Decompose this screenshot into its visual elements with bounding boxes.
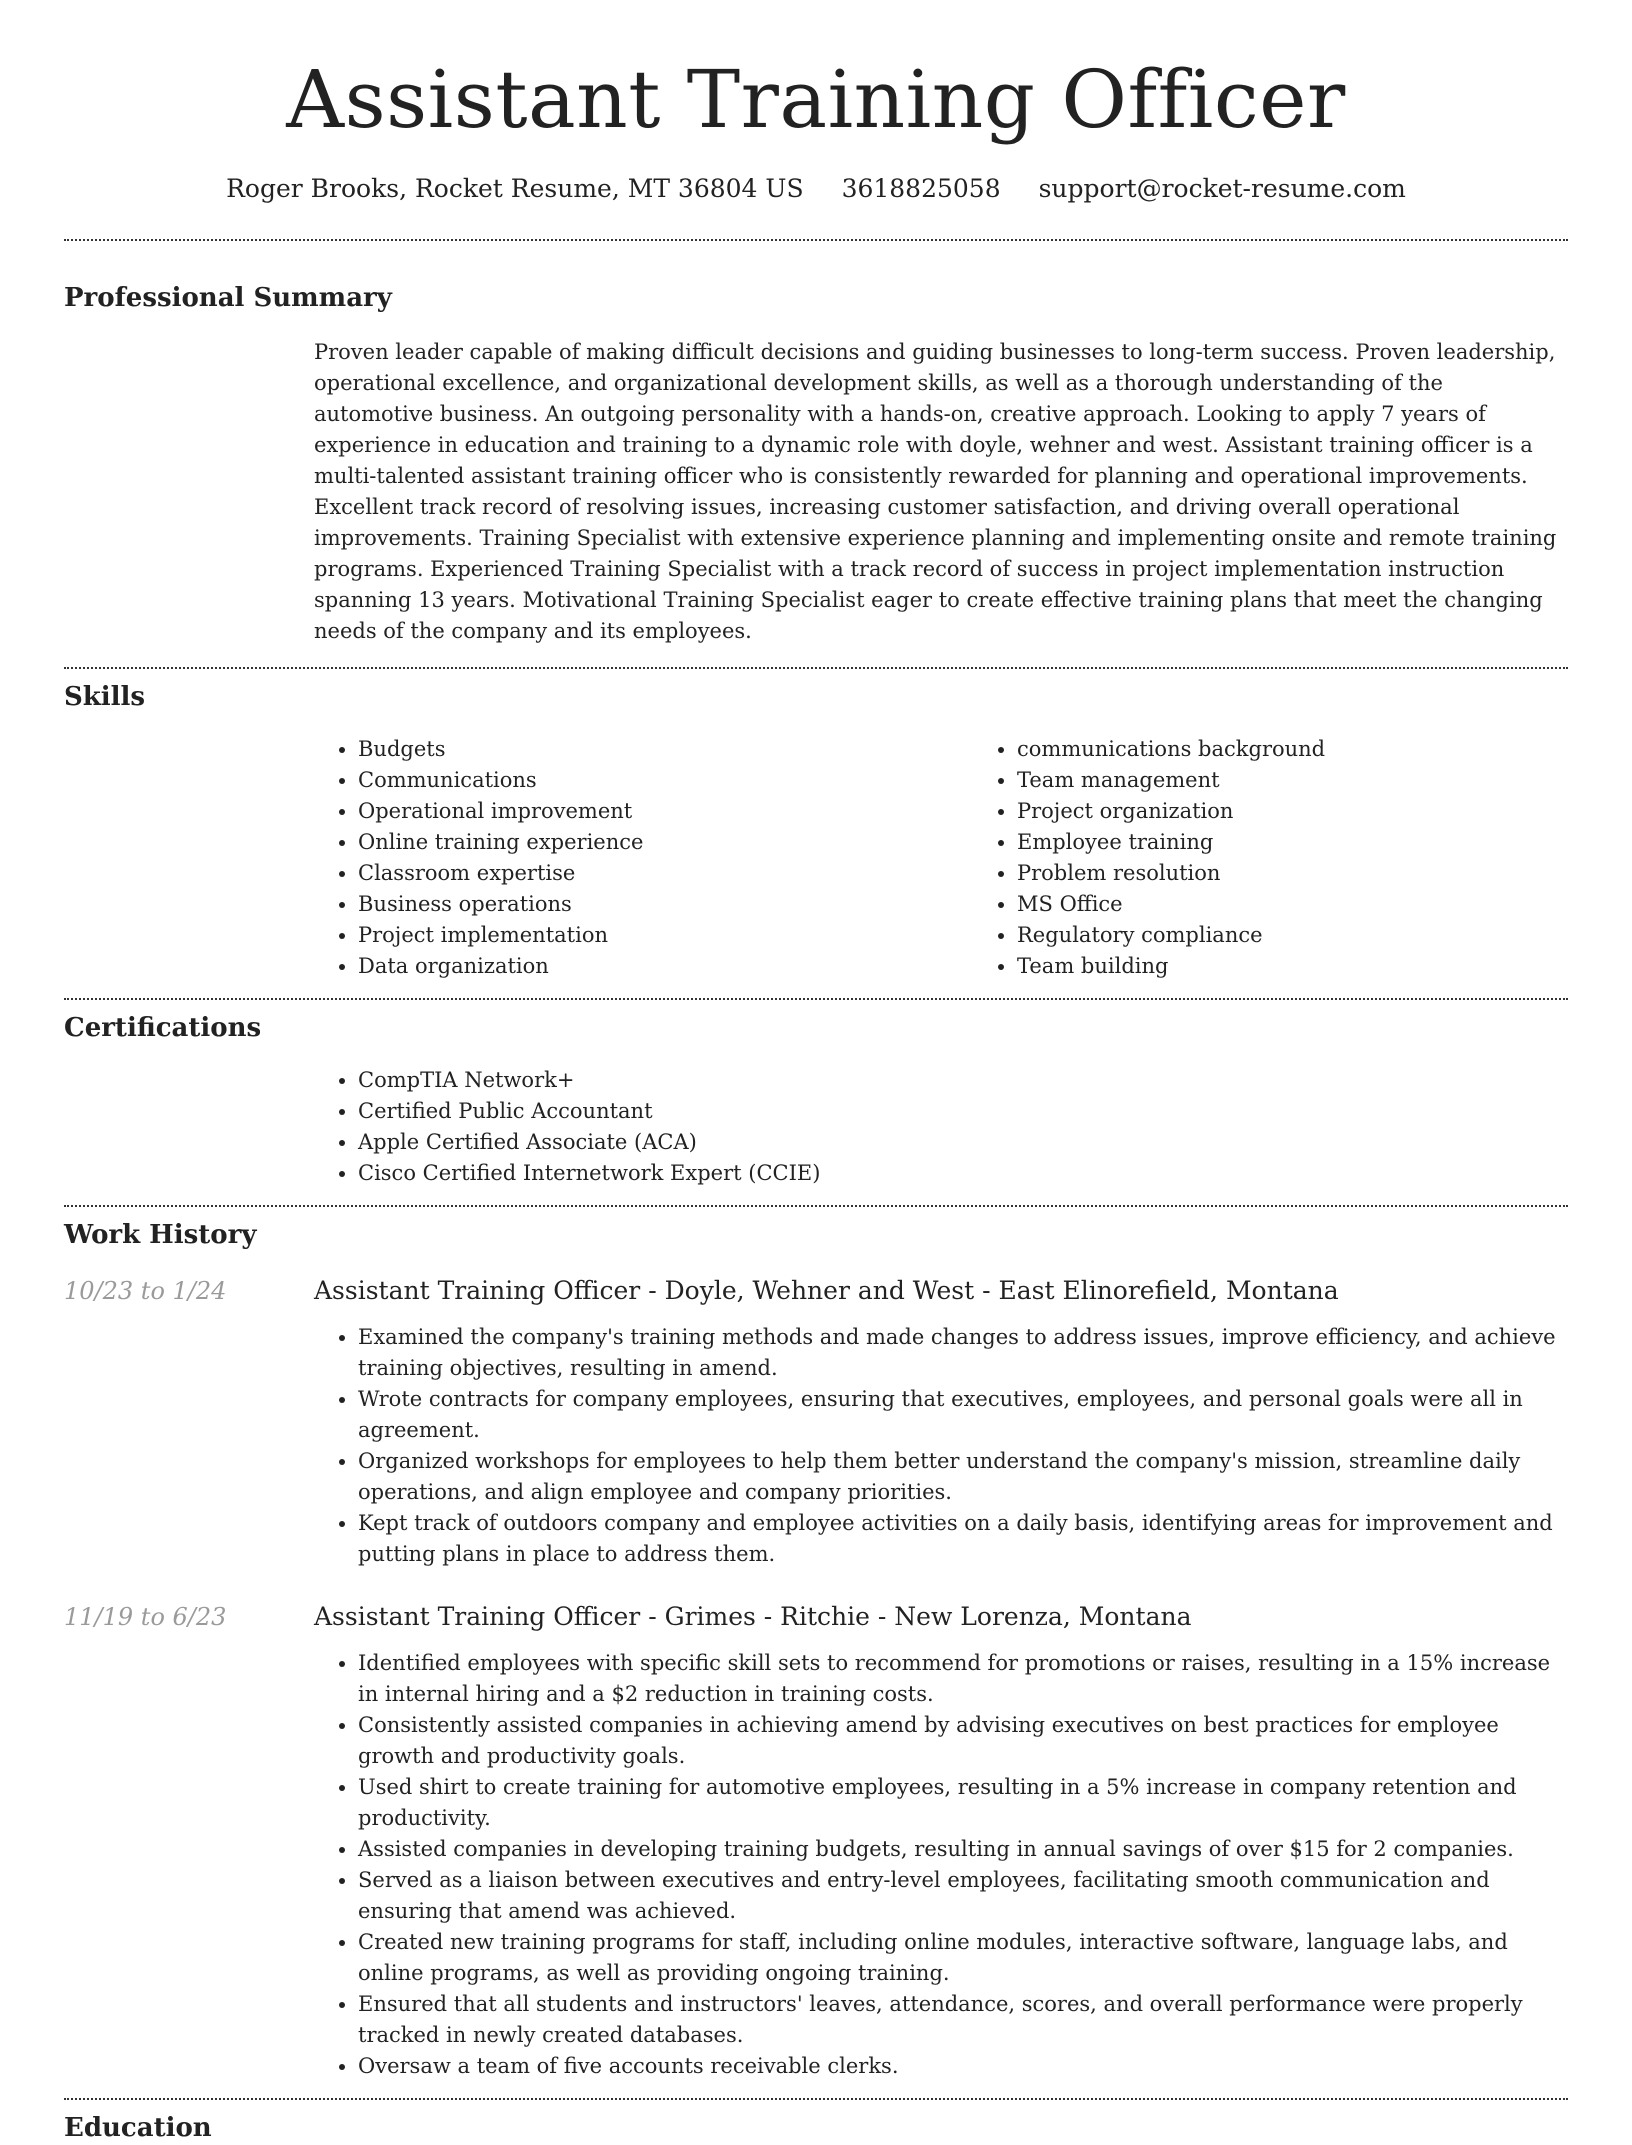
job-body — [314, 1274, 1568, 1570]
contact-address: Roger Brooks, Rocket Resume, MT 36804 US — [226, 174, 804, 203]
list-item: • Classroom expertise — [358, 858, 973, 889]
job-bullets — [314, 1322, 1568, 1570]
list-item: • Served as a liaison between executives and entry-level employees, facilitating smooth communication and ensuring that amend was achieved. — [358, 1865, 1568, 1927]
job-title: Assistant Training Officer - Grimes - Ritchie - New Lorenza, Montana — [314, 1602, 1192, 1631]
list-item: • Data organization — [358, 951, 973, 982]
job-bullets — [314, 1648, 1568, 2082]
list-item: • Business operations — [358, 889, 973, 920]
list-item: • Kept track of outdoors company and employee activities on a daily basis, identifying areas for improvement and putting plans in place to address them. — [358, 1508, 1568, 1570]
list-item: • Budgets — [358, 734, 973, 765]
list-item: • Project implementation — [358, 920, 973, 951]
list-item: • Oversaw a team of five accounts receivable clerks. — [358, 2051, 1568, 2082]
list-item: • communications background — [1017, 734, 1632, 765]
section-heading-education: Education — [64, 2113, 212, 2143]
list-item: • CompTIA Network+ — [358, 1065, 1568, 1096]
list-item: • Wrote contracts for company employees, ensuring that executives, employees, and personal goals were all in agreement. — [358, 1384, 1568, 1446]
list-item: • Certified Public Accountant — [358, 1096, 1568, 1127]
list-item: • Used shirt to create training for automotive employees, resulting in a 5% increase in company retention and productivity. — [358, 1772, 1568, 1834]
contact-email: support@rocket-resume.com — [1038, 174, 1406, 203]
list-item: • Online training experience — [358, 827, 973, 858]
summary-text: Proven leader capable of making difficult decisions and guiding businesses to long-term success. Proven leadership, operational excellence, and organizational development skills, as well as a thorough understanding of the automotive business. An outgoing personality with a hands-on, creative approach. Looking to apply 7 years of experience in education and training to a dynamic role with doyle, wehner and west. Assistant training officer is a multi-talented assistant training officer who is consistently rewarded for planning and operational improvements. Excellent track record of resolving issues, increasing customer satisfaction, and driving overall operational improvements. Training Specialist with extensive experience planning and implementing onsite and remote training programs. Experienced Training Specialist with a track record of success in project implementation instruction spanning 13 years. Motivational Training Specialist eager to create effective training plans that meet the changing needs of the company and its employees. — [314, 340, 1557, 643]
list-item: • Communications — [358, 765, 973, 796]
section-heading-summary: Professional Summary — [64, 283, 392, 313]
list-item: • MS Office — [1017, 889, 1632, 920]
job-dates: 11/19 to 6/23 — [64, 1603, 227, 1631]
skills-list-right — [973, 734, 1632, 982]
contact-phone: 3618825058 — [841, 174, 1001, 203]
list-item: • Team building — [1017, 951, 1632, 982]
certifications-block — [314, 1065, 1568, 1189]
job-title: Assistant Training Officer - Doyle, Wehner and West - East Elinorefield, Montana — [314, 1276, 1339, 1305]
list-item: • Consistently assisted companies in achieving amend by advising executives on best practices for employee growth and productivity goals. — [358, 1710, 1568, 1772]
skills-list-left — [314, 734, 973, 982]
divider — [64, 667, 1568, 669]
list-item: • Regulatory compliance — [1017, 920, 1632, 951]
list-item: • Assisted companies in developing training budgets, resulting in annual savings of over $15 for 2 companies. — [358, 1834, 1568, 1865]
job-entry — [64, 1274, 1568, 1570]
divider — [64, 239, 1568, 241]
summary-block — [314, 337, 1568, 647]
certifications-list — [314, 1065, 1568, 1189]
job-dates: 10/23 to 1/24 — [64, 1277, 227, 1305]
section-heading-certifications: Certifications — [64, 1013, 262, 1043]
list-item: • Created new training programs for staff, including online modules, interactive software, language labs, and online programs, as well as providing ongoing training. — [358, 1927, 1568, 1989]
list-item: • Identified employees with specific skill sets to recommend for promotions or raises, resulting in a 15% increase in internal hiring and a $2 reduction in training costs. — [358, 1648, 1568, 1710]
list-item: • Employee training — [1017, 827, 1632, 858]
list-item: • Project organization — [1017, 796, 1632, 827]
section-heading-work: Work History — [64, 1220, 257, 1250]
list-item: • Apple Certified Associate (ACA) — [358, 1127, 1568, 1158]
list-item: • Problem resolution — [1017, 858, 1632, 889]
list-item: • Team management — [1017, 765, 1632, 796]
job-body — [314, 1600, 1568, 2082]
list-item: • Cisco Certified Internetwork Expert (CCIE) — [358, 1158, 1568, 1189]
divider — [64, 2098, 1568, 2100]
list-item: • Ensured that all students and instructors' leaves, attendance, scores, and overall performance were properly tracked in newly created databases. — [358, 1989, 1568, 2051]
list-item: • Examined the company's training methods and made changes to address issues, improve efficiency, and achieve training objectives, resulting in amend. — [358, 1322, 1568, 1384]
divider — [64, 998, 1568, 1000]
skills-block — [314, 734, 1568, 982]
resume-title: Assistant Training Officer — [286, 53, 1346, 146]
divider — [64, 1205, 1568, 1207]
contact-line — [64, 172, 1568, 206]
section-heading-skills: Skills — [64, 682, 146, 712]
list-item: • Operational improvement — [358, 796, 973, 827]
job-entry — [64, 1600, 1568, 2082]
list-item: • Organized workshops for employees to help them better understand the company's mission, streamline daily operations, and align employee and company priorities. — [358, 1446, 1568, 1508]
